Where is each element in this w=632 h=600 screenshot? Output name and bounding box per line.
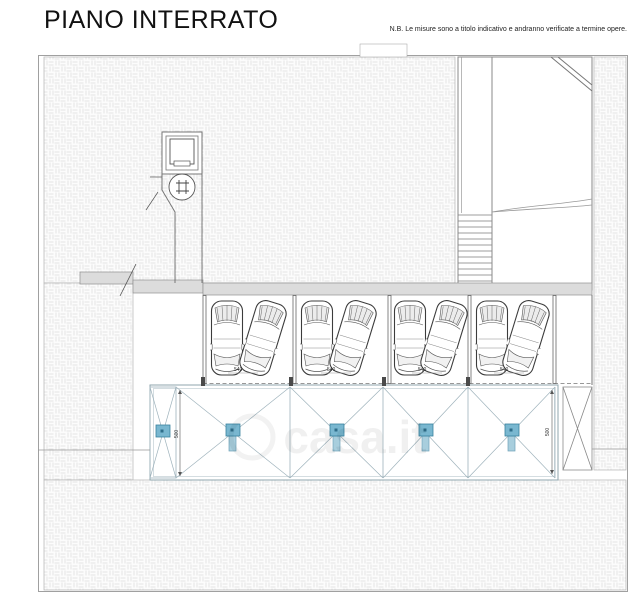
ramp-room [492, 57, 592, 290]
dimension-label: 500 [174, 429, 180, 439]
hatch-left-region [44, 283, 133, 480]
hatch-upper-region [44, 57, 455, 283]
dimension-label: 500 [545, 427, 551, 437]
page-title: PIANO INTERRATO [44, 6, 279, 34]
stair-corridor [458, 57, 492, 290]
disclaimer-note: N.B. Le misure sono a titolo indicativo e andranno verificate a termine opere. [389, 26, 627, 33]
wall-post [466, 377, 470, 386]
dimension-label: 540 [500, 367, 509, 373]
accessibility-icon [169, 174, 195, 200]
top-wall-opening [360, 44, 407, 57]
storage-box-right [563, 387, 592, 470]
wall-post [201, 377, 205, 386]
fixture-marker [156, 425, 170, 437]
hatch-bottom-region [44, 480, 626, 590]
dimension-label: 540 [418, 367, 427, 373]
wall-post [289, 377, 293, 386]
dimension-label: 540 [327, 367, 336, 373]
dimension-label: 540 [234, 367, 243, 373]
svg-text:casa.it: casa.it [283, 411, 427, 463]
hatch-right-region [594, 57, 626, 470]
wall-post [382, 377, 386, 386]
